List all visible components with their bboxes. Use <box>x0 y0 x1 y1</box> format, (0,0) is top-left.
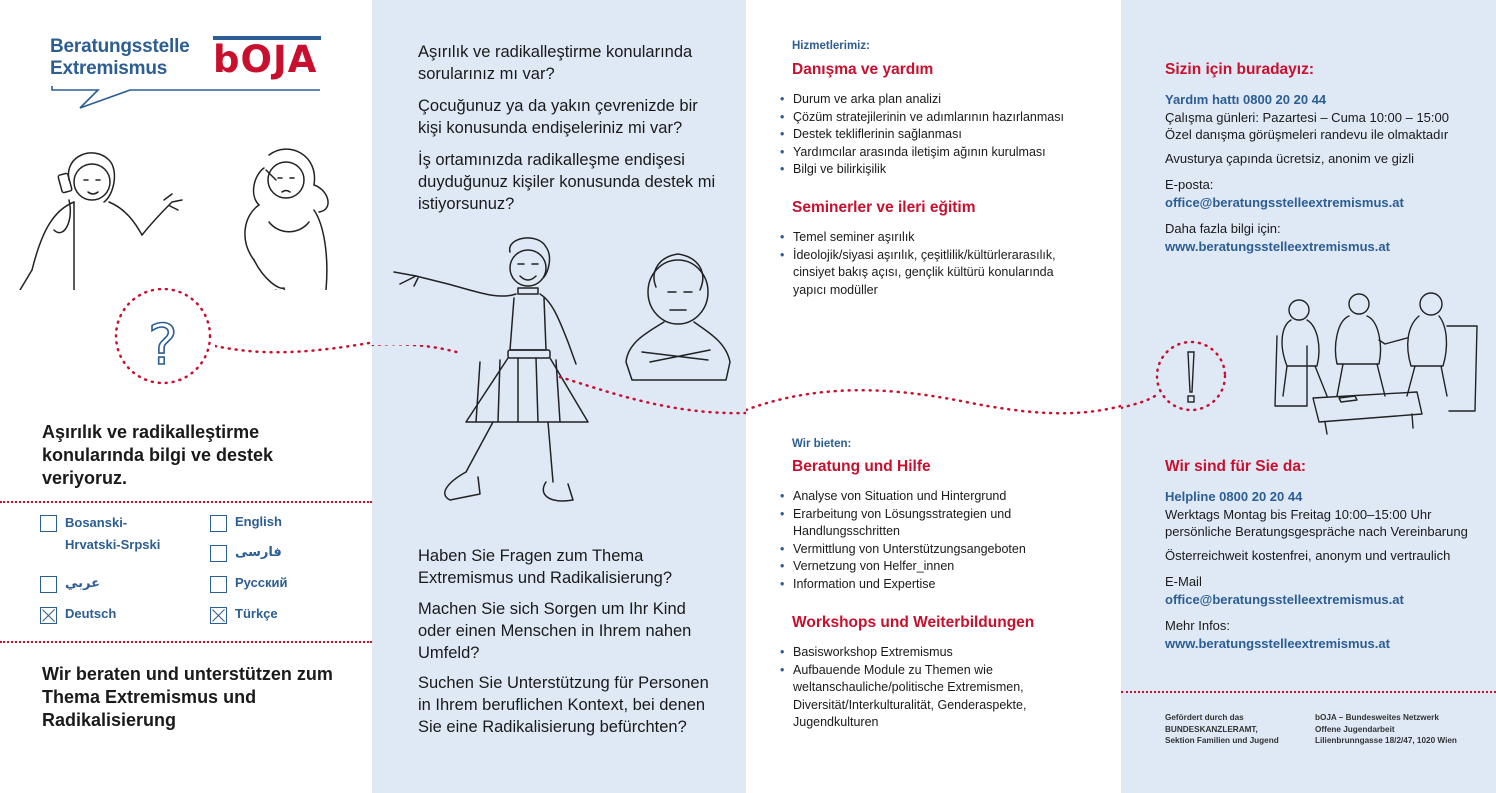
contact-block-de <box>1165 488 1485 652</box>
list-de-1 <box>780 488 1080 593</box>
list-item: • Çözüm stratejilerinin ve adımlarının hazırlanması <box>780 109 1110 127</box>
list-item: • Temel seminer aşırılık <box>780 229 1080 247</box>
question-tr-3: İş ortamınızda radikalleşme endişesi duyduğunuz kişiler konusunda destek mi istiyorsunuz? <box>418 151 716 213</box>
dotted-path <box>215 330 372 360</box>
question-mark-icon <box>110 288 220 388</box>
question-de-1: Haben Sie Fragen zum Thema Extremismus und Radikalisierung? <box>418 547 673 587</box>
heading-de: Wir beraten und unterstützen zum Thema Extremismus und Radikalisierung <box>42 664 333 730</box>
list-item: • Yardımcılar arasında iletişim ağının kurulması <box>780 144 1110 162</box>
logo <box>50 36 322 112</box>
hours-tr: Çalışma günleri: Pazartesi – Cuma 10:00 – 15:00 <box>1165 109 1449 125</box>
question-tr-2: Çocuğunuz ya da yakın çevrenizde bir kişi konusunda endişeleriniz mi var? <box>418 97 698 137</box>
checkbox[interactable] <box>210 545 227 562</box>
logo-text: Beratungsstelle Extremismus <box>50 36 190 79</box>
logo-boja: bOJA <box>213 38 318 81</box>
panel-4 <box>1121 0 1496 793</box>
dotted-divider-footer <box>1121 691 1496 693</box>
helpline-tr: Yardım hattı 0800 20 20 44 <box>1165 92 1327 107</box>
list-item: • İdeolojik/siyasi aşırılık, çeşitlilik/kültürlerarasılık, cinsiyet bakış açısı, gençlik kültürü konularında yapıcı modüller <box>780 247 1080 300</box>
counseling-session-illustration <box>1267 286 1487 441</box>
list-tr-2 <box>780 229 1080 299</box>
list-item: • Bilgi ve bilirkişilik <box>780 161 1110 179</box>
services-label-de: Wir bieten: <box>792 438 852 450</box>
dotted-path <box>746 386 1121 426</box>
dotted-path <box>372 345 746 425</box>
panel-3 <box>746 0 1121 793</box>
checkbox[interactable] <box>40 515 57 532</box>
appointment-tr: Özel danışma görüşmeleri randevu ile olmaktadır <box>1165 127 1449 142</box>
email-label-tr: E-posta: <box>1165 177 1214 192</box>
women-phone-illustration <box>14 140 334 290</box>
helpline-de: Helpline 0800 20 20 44 <box>1165 489 1303 504</box>
list-item: • Aufbauende Module zu Themen wie weltanschauliche/politische Extremismen, Diversität/Interkulturalität, Genderaspekte, Jugendkulturen <box>780 662 1050 732</box>
panel-2 <box>372 0 746 793</box>
dotted-divider-top <box>0 501 372 503</box>
list-item: • Analyse von Situation und Hintergrund <box>780 488 1080 506</box>
question-de-2: Machen Sie sich Sorgen um Ihr Kind oder einen Menschen in Ihrem nahen Umfeld? <box>418 600 692 662</box>
dotted-divider-bottom <box>0 641 372 643</box>
lang-option-bhs[interactable]: Bosanski-Hrvatski-Srpski <box>40 514 200 556</box>
heading-tr: Aşırılık ve radikalleştirme konularında bilgi ve destek veriyoruz. <box>42 422 274 488</box>
question-de-3: Suchen Sie Unterstützung für Personen in Ihrem beruflichen Kontext, bei denen Sie eine Radikalisierung befürchten? <box>418 674 709 736</box>
hours-de: Werktags Montag bis Freitag 10:00–15:00 Uhr <box>1165 506 1432 522</box>
contact-title-tr: Sizin için buradayız: <box>1165 61 1314 78</box>
list-de-2 <box>780 644 1050 732</box>
list-item: • Durum ve arka plan analizi <box>780 91 1110 109</box>
contact-block-tr <box>1165 91 1485 255</box>
footer-funding: Gefördert durch das BUNDESKANZLERAMT, Sektion Familien und Jugend <box>1165 713 1279 745</box>
svg-text:?: ? <box>148 313 178 378</box>
more-label-de: Mehr Infos: <box>1165 618 1231 633</box>
lang-option-arabic[interactable]: عربي <box>40 575 100 593</box>
appointment-de: persönliche Beratungsgespräche nach Vereinbarung <box>1165 524 1468 539</box>
panel-1 <box>0 0 372 793</box>
contact-title-de: Wir sind für Sie da: <box>1165 458 1307 475</box>
website-link-de[interactable]: www.beratungsstelleextremismus.at <box>1165 635 1390 651</box>
list-item: • Erarbeitung von Lösungsstrategien und Handlungsschritten <box>780 506 1080 541</box>
lang-option-farsi[interactable]: فارسی <box>210 544 282 562</box>
email-link-tr[interactable]: office@beratungsstelleextremismus.at <box>1165 194 1404 210</box>
lang-option-english[interactable]: English <box>210 514 282 532</box>
services-label-tr: Hizmetlerimiz: <box>792 40 870 52</box>
lang-option-turkce[interactable]: Türkçe <box>210 606 278 624</box>
list-item: • Vernetzung von Helfer_innen <box>780 558 1080 576</box>
section-title-de-2: Workshops und Weiterbildungen <box>792 614 1035 631</box>
checkbox-checked[interactable] <box>40 607 57 624</box>
checkbox[interactable] <box>40 576 57 593</box>
lang-option-russian[interactable]: Русский <box>210 575 288 593</box>
lang-option-deutsch[interactable]: Deutsch <box>40 606 116 624</box>
checkbox-checked[interactable] <box>210 607 227 624</box>
list-tr-1 <box>780 91 1110 179</box>
website-link-tr[interactable]: www.beratungsstelleextremismus.at <box>1165 238 1390 254</box>
exclamation-mark-icon <box>1151 332 1231 412</box>
free-de: Österreichweit kostenfrei, anonym und vertraulich <box>1165 547 1451 563</box>
checkbox[interactable] <box>210 515 227 532</box>
list-item: • Destek tekliflerinin sağlanması <box>780 126 1110 144</box>
section-title-de-1: Beratung und Hilfe <box>792 458 931 475</box>
list-item: • Basisworkshop Extremismus <box>780 644 1050 662</box>
dotted-path <box>1121 390 1161 420</box>
section-title-tr-1: Danışma ve yardım <box>792 61 934 78</box>
list-item: • Vermittlung von Unterstützungsangeboten <box>780 541 1080 559</box>
email-link-de[interactable]: office@beratungsstelleextremismus.at <box>1165 591 1404 607</box>
footer-address: bOJA – Bundesweites Netzwerk Offene Jugendarbeit Lilienbrunngasse 18/2/47, 1020 Wien <box>1315 713 1457 745</box>
checkbox[interactable] <box>210 576 227 593</box>
more-label-tr: Daha fazla bilgi için: <box>1165 221 1281 236</box>
speech-bubble-icon <box>50 84 322 112</box>
section-title-tr-2: Seminerler ve ileri eğitim <box>792 199 976 216</box>
question-tr-1: Aşırılık ve radikalleştirme konularında sorularınız mı var? <box>418 43 693 83</box>
email-label-de: E-Mail <box>1165 574 1202 589</box>
free-tr: Avusturya çapında ücretsiz, anonim ve gizli <box>1165 150 1415 166</box>
list-item: • Information und Expertise <box>780 576 1080 594</box>
